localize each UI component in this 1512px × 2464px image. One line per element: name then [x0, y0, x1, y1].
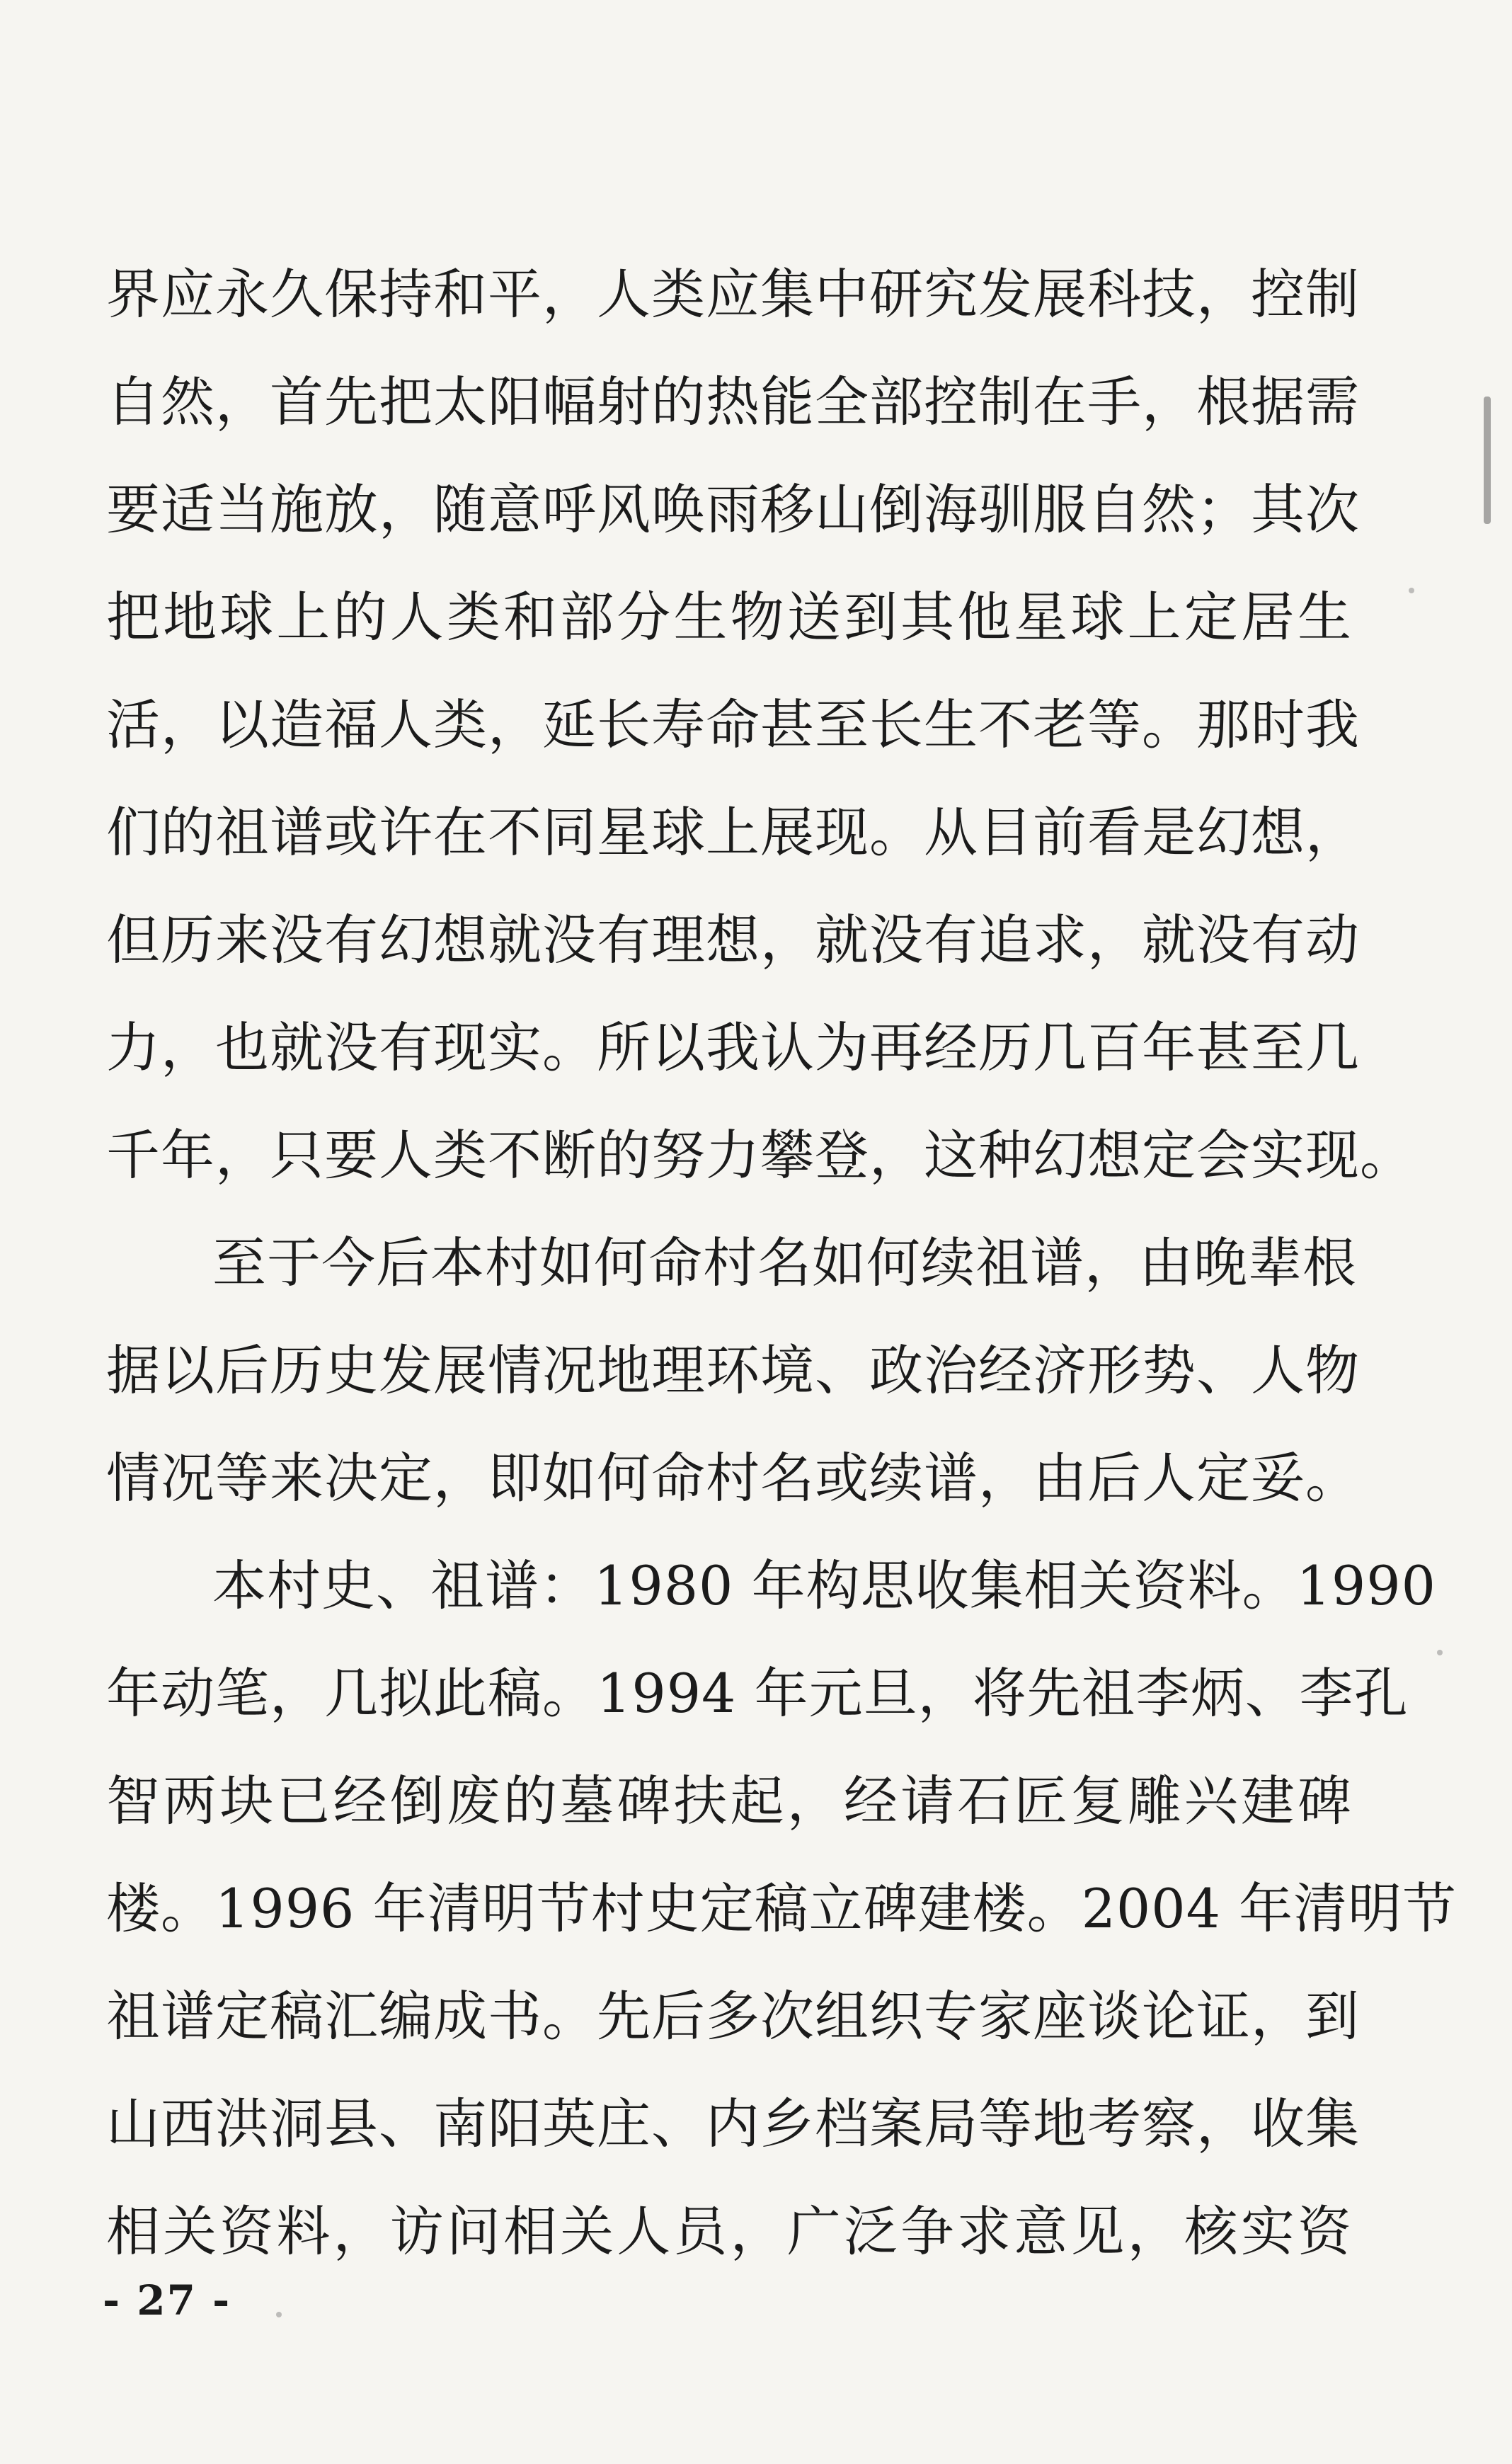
text-line: 本村史、祖谱：1980 年构思收集相关资料。1990 [212, 1554, 1436, 1617]
text-line: 界应永久保持和平，人类应集中研究发展科技，控制 [106, 263, 1360, 326]
text-line: 但历来没有幻想就没有理想，就没有追求，就没有动 [106, 908, 1360, 971]
text-line: 楼。1996 年清明节村史定稿立碑建楼。2004 年清明节 [106, 1877, 1457, 1940]
text-line: 自然，首先把太阳幅射的热能全部控制在手，根据需 [106, 370, 1360, 433]
body-text [106, 241, 1457, 2286]
text-line: 们的祖谱或许在不同星球上展现。从目前看是幻想， [106, 801, 1360, 864]
text-line: 山西洪洞县、南阳英庄、内乡档案局等地考察，收集 [106, 2092, 1360, 2155]
text-line: 年动笔，几拟此稿。1994 年元旦，将先祖李炳、李孔 [106, 1662, 1409, 1725]
text-line: 把地球上的人类和部分生物送到其他星球上定居生 [106, 586, 1352, 649]
text-line: 据以后历史发展情况地理环境、政治经济形势、人物 [106, 1339, 1360, 1402]
text-line: 要适当施放，随意呼风唤雨移山倒海驯服自然；其次 [106, 478, 1360, 541]
text-line: 相关资料，访问相关人员，广泛争求意见，核实资 [106, 2200, 1352, 2263]
scan-speck [1409, 588, 1414, 593]
text-line: 至于今后本村如何命村名如何续祖谱，由晚辈根 [212, 1231, 1357, 1294]
scan-speck [1437, 1650, 1443, 1655]
text-line: 祖谱定稿汇编成书。先后多次组织专家座谈论证，到 [106, 1985, 1360, 2048]
scan-speck [276, 2312, 282, 2317]
text-line: 力，也就没有现实。所以我认为再经历几百年甚至几 [106, 1016, 1360, 1079]
text-line: 活，以造福人类，延长寿命甚至长生不老等。那时我 [106, 693, 1360, 756]
text-line: 千年，只要人类不断的努力攀登，这种幻想定会实现。 [106, 1124, 1414, 1187]
text-line: 情况等来决定，即如何命村名或续谱，由后人定妥。 [106, 1447, 1360, 1510]
page-number: - 27 - [103, 2276, 231, 2325]
scan-edge-mark [1484, 397, 1491, 524]
text-line: 智两块已经倒废的墓碑扶起，经请石匠复雕兴建碑 [106, 1769, 1352, 1832]
